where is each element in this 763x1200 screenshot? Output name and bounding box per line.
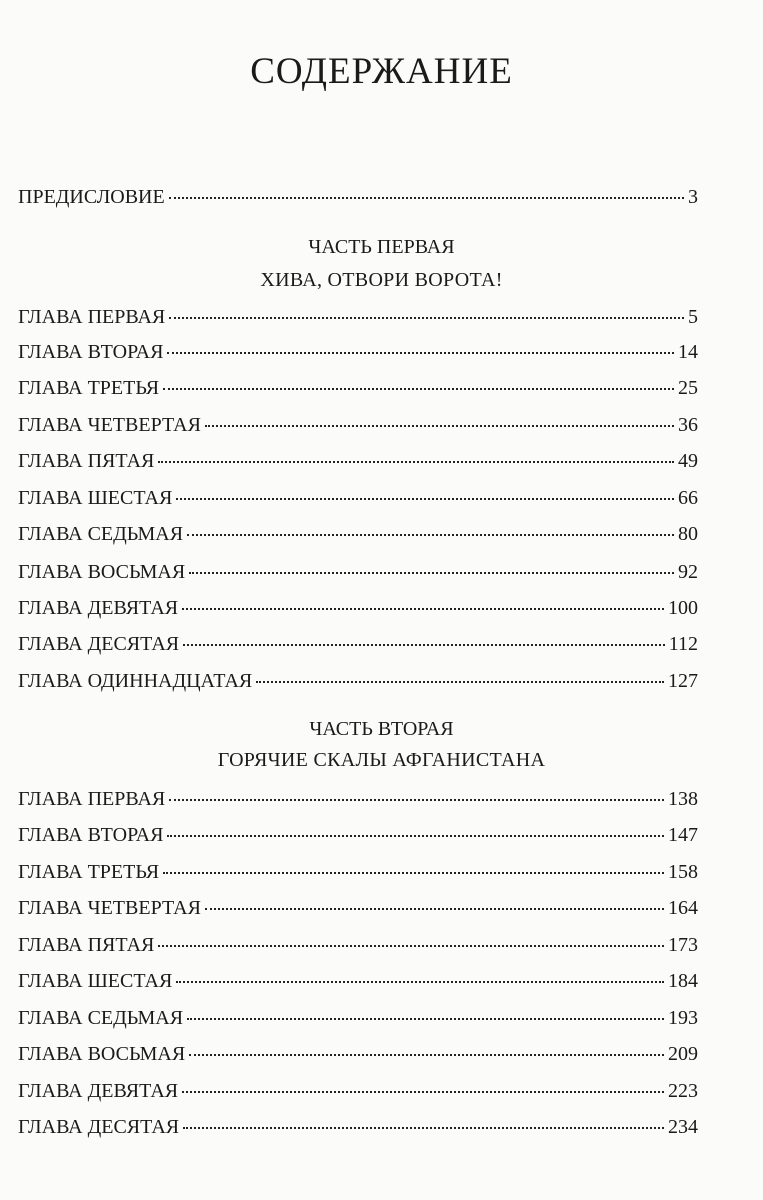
dot-leader [189, 1054, 664, 1056]
toc-entry-label: ГЛАВА ПЕРВАЯ [18, 788, 166, 810]
toc-entry-page: 66 [678, 487, 698, 509]
toc-entry[interactable] [18, 523, 698, 553]
part-heading: ЧАСТЬ ВТОРАЯ [309, 718, 454, 740]
toc-entry-label: ГЛАВА СЕДЬМАЯ [18, 523, 184, 545]
page-title: СОДЕРЖАНИЕ [250, 51, 513, 92]
toc-entry-label: ГЛАВА ДЕСЯТАЯ [18, 633, 180, 655]
toc-entry[interactable] [18, 450, 698, 480]
toc-entry[interactable] [18, 377, 698, 407]
toc-entry-page: 193 [668, 1007, 698, 1029]
toc-entry-page: 158 [668, 861, 698, 883]
toc-entry[interactable] [18, 897, 698, 927]
toc-entry-page: 173 [668, 934, 698, 956]
toc-entry-page: 127 [668, 670, 698, 692]
toc-entry-page: 49 [678, 450, 698, 472]
toc-entry-label: ГЛАВА ШЕСТАЯ [18, 970, 173, 992]
toc-entry-page: 80 [678, 523, 698, 545]
toc-entry-label: ГЛАВА ВОСЬМАЯ [18, 1043, 186, 1065]
toc-entry-preface[interactable] [18, 186, 698, 216]
toc-entry-page: 14 [678, 341, 698, 363]
toc-entry-label: ГЛАВА ДЕВЯТАЯ [18, 597, 179, 619]
toc-entry[interactable] [18, 1080, 698, 1110]
dot-leader [167, 835, 664, 837]
toc-entry-label: ГЛАВА ЧЕТВЕРТАЯ [18, 414, 201, 436]
toc-entry-label: ГЛАВА ТРЕТЬЯ [18, 377, 160, 399]
toc-entry[interactable] [18, 487, 698, 517]
dot-leader [187, 534, 674, 536]
toc-entry[interactable] [18, 1116, 698, 1146]
toc-entry-page: 223 [668, 1080, 698, 1102]
toc-entry-label: ГЛАВА ВТОРАЯ [18, 824, 164, 846]
toc-entry-page: 100 [668, 597, 698, 619]
dot-leader [169, 799, 664, 801]
part-heading: ЧАСТЬ ПЕРВАЯ [308, 236, 455, 258]
dot-leader [182, 1091, 664, 1093]
toc-entry-page: 3 [688, 186, 698, 208]
toc-entry-page: 184 [668, 970, 698, 992]
dot-leader [158, 461, 674, 463]
dot-leader [163, 388, 674, 390]
dot-leader [158, 945, 664, 947]
toc-entry-label: ГЛАВА ПЯТАЯ [18, 450, 155, 472]
toc-entry[interactable] [18, 788, 698, 818]
toc-entry[interactable] [18, 1007, 698, 1037]
toc-entry-page: 112 [668, 633, 698, 655]
dot-leader [176, 981, 664, 983]
dot-leader [189, 572, 674, 574]
toc-entry-label: ГЛАВА ЧЕТВЕРТАЯ [18, 897, 201, 919]
toc-entry-label: ПРЕДИСЛОВИЕ [18, 186, 165, 208]
toc-entry[interactable] [18, 934, 698, 964]
toc-entry-page: 234 [668, 1116, 698, 1138]
toc-entry-page: 138 [668, 788, 698, 810]
dot-leader [183, 1127, 664, 1129]
dot-leader [163, 872, 664, 874]
toc-entry-label: ГЛАВА ДЕСЯТАЯ [18, 1116, 180, 1138]
toc-entry[interactable] [18, 633, 698, 663]
toc-entry[interactable] [18, 970, 698, 1000]
dot-leader [182, 608, 664, 610]
toc-entry[interactable] [18, 824, 698, 854]
toc-entry[interactable] [18, 306, 698, 336]
toc-entry-label: ГЛАВА ПЯТАЯ [18, 934, 155, 956]
dot-leader [187, 1018, 664, 1020]
dot-leader [167, 352, 674, 354]
dot-leader [205, 425, 674, 427]
dot-leader [256, 681, 664, 683]
toc-entry-label: ГЛАВА ДЕВЯТАЯ [18, 1080, 179, 1102]
toc-entry-label: ГЛАВА ПЕРВАЯ [18, 306, 166, 328]
toc-entry-page: 147 [668, 824, 698, 846]
toc-entry-label: ГЛАВА СЕДЬМАЯ [18, 1007, 184, 1029]
toc-entry-label: ГЛАВА ШЕСТАЯ [18, 487, 173, 509]
dot-leader [169, 317, 684, 319]
toc-entry-page: 36 [678, 414, 698, 436]
toc-entry-page: 25 [678, 377, 698, 399]
part-subtitle: ХИВА, ОТВОРИ ВОРОТА! [260, 269, 503, 291]
toc-entry-page: 164 [668, 897, 698, 919]
dot-leader [176, 498, 674, 500]
dot-leader [169, 197, 684, 199]
toc-entry-page: 92 [678, 561, 698, 583]
toc-entry[interactable] [18, 341, 698, 371]
toc-entry-label: ГЛАВА ВТОРАЯ [18, 341, 164, 363]
toc-entry[interactable] [18, 561, 698, 591]
dot-leader [205, 908, 664, 910]
toc-entry[interactable] [18, 670, 698, 700]
toc-entry[interactable] [18, 861, 698, 891]
toc-entry[interactable] [18, 597, 698, 627]
dot-leader [183, 644, 665, 646]
toc-entry-label: ГЛАВА ВОСЬМАЯ [18, 561, 186, 583]
toc-entry[interactable] [18, 1043, 698, 1073]
toc-entry-page: 5 [688, 306, 698, 328]
toc-entry[interactable] [18, 414, 698, 444]
toc-entry-page: 209 [668, 1043, 698, 1065]
toc-entry-label: ГЛАВА ОДИННАДЦАТАЯ [18, 670, 253, 692]
toc-entry-label: ГЛАВА ТРЕТЬЯ [18, 861, 160, 883]
part-subtitle: ГОРЯЧИЕ СКАЛЫ АФГАНИСТАНА [217, 749, 546, 771]
